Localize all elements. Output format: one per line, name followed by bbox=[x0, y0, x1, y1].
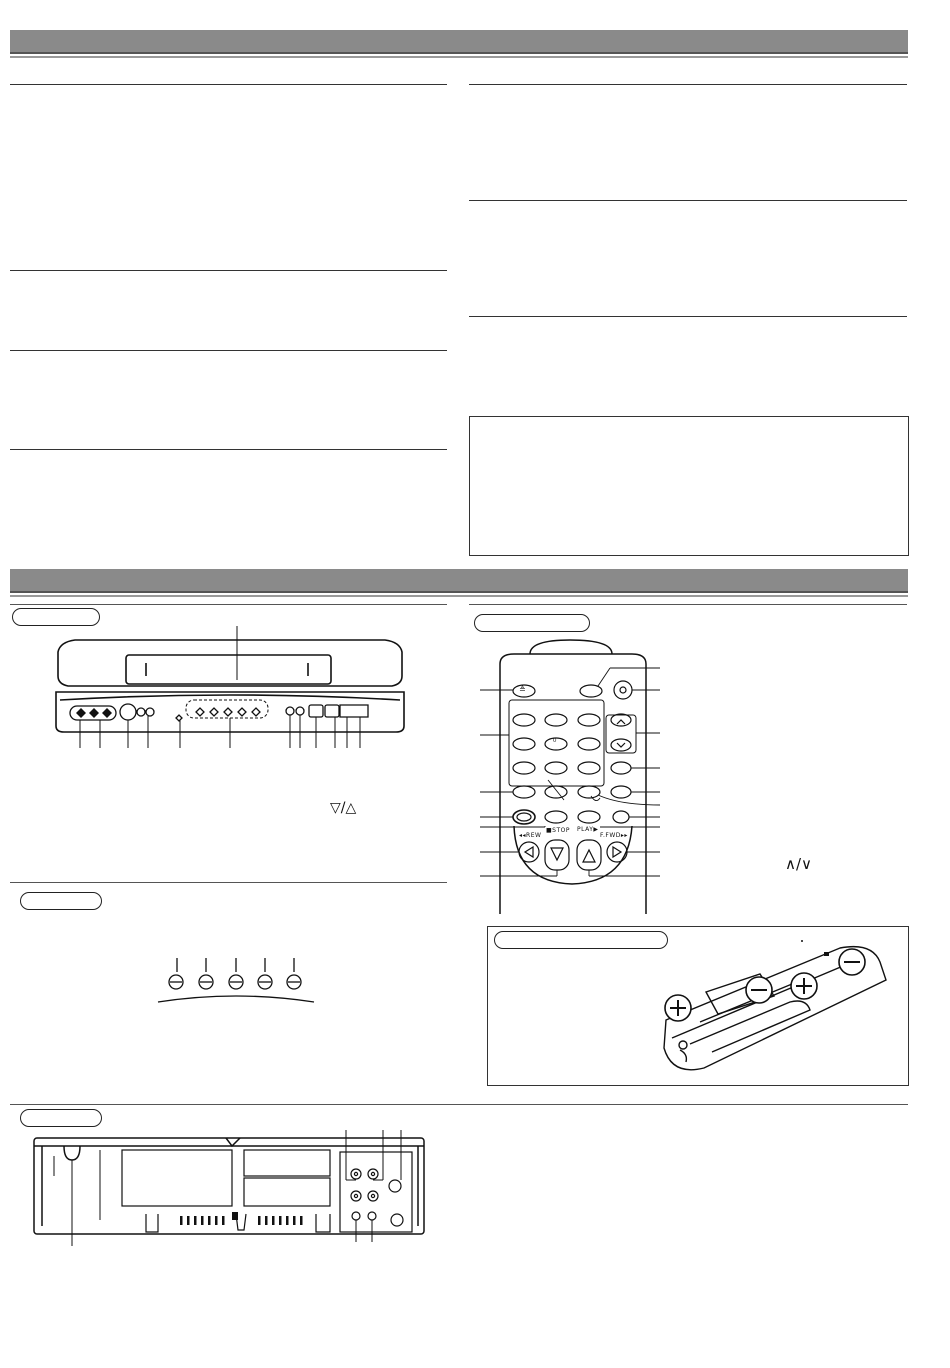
display-label-pill bbox=[20, 892, 102, 910]
play-label: PLAY▶ bbox=[577, 826, 599, 833]
divider bbox=[10, 84, 447, 85]
rew-label: ◂◂REW bbox=[519, 832, 542, 839]
divider bbox=[469, 200, 907, 201]
remote-channel-symbols: ∧/∨ bbox=[785, 855, 813, 873]
remote-label-pill bbox=[474, 614, 590, 632]
divider bbox=[469, 604, 907, 605]
channel-up-down-symbols: ▽/△ bbox=[330, 800, 357, 816]
battery-compartment-illustration bbox=[650, 930, 890, 1080]
divider bbox=[469, 84, 907, 85]
divider bbox=[10, 449, 447, 450]
stop-label: ■STOP bbox=[546, 827, 570, 834]
eject-label: ≜ bbox=[519, 685, 526, 694]
vcr-rear-panel-illustration bbox=[20, 1125, 440, 1250]
ffwd-label: F.FWD▸▸ bbox=[600, 832, 628, 839]
divider bbox=[10, 350, 447, 351]
divider bbox=[10, 270, 447, 271]
divider bbox=[10, 882, 447, 883]
note-box bbox=[469, 416, 909, 556]
display-indicators-illustration bbox=[150, 950, 320, 1010]
divider bbox=[10, 1104, 908, 1105]
zero-key-label: 0 bbox=[553, 738, 557, 744]
section-header-bar-bottom bbox=[10, 569, 908, 593]
section-header-bar-top bbox=[10, 30, 908, 54]
remote-control-illustration bbox=[480, 640, 670, 920]
vcr-front-panel-illustration bbox=[0, 600, 450, 760]
divider bbox=[469, 316, 907, 317]
battery-label-pill bbox=[494, 931, 668, 949]
